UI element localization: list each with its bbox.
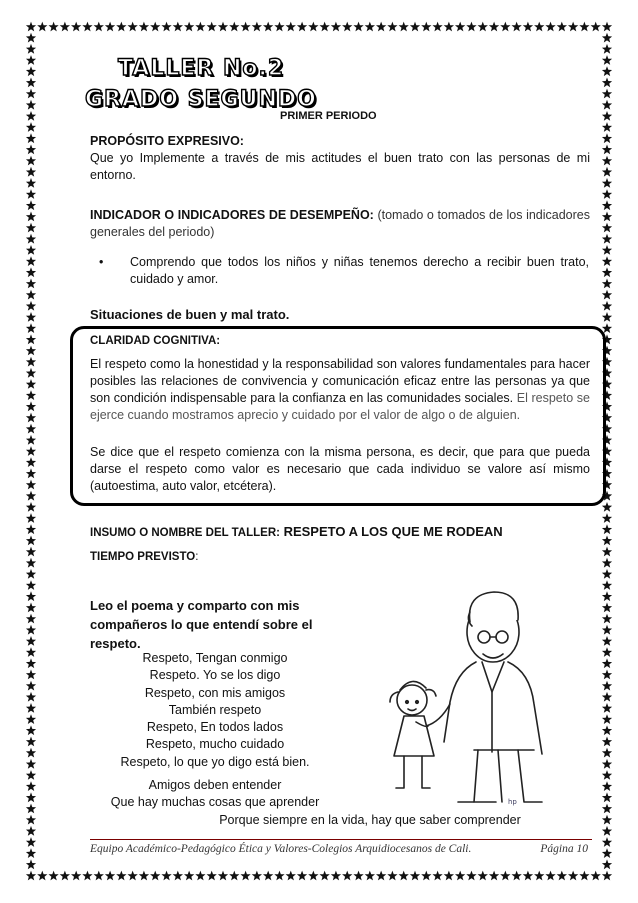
poem-intro: Leo el poema y comparto con mis compañeros lo que entendí sobre el respeto. <box>90 598 313 651</box>
proposito-heading: PROPÓSITO EXPRESIVO: <box>90 134 244 148</box>
poem-stanza-1 <box>100 650 330 771</box>
period-label: PRIMER PERIODO <box>280 110 377 122</box>
claridad-p1-gray: El respeto se ejerce cuando mostramos aprecio y cuidado por el valor de algo o de alguien. <box>90 391 590 422</box>
proposito-text: Que yo Implemente a través de mis actitudes el buen trato con las personas de mi entorno. <box>90 151 590 182</box>
footer-left: Equipo Académico-Pedagógico Ética y Valores-Colegios Arquidiocesanos de Cali. <box>90 843 472 855</box>
situaciones-heading: Situaciones de buen y mal trato. <box>90 307 290 322</box>
bullet-text: Comprendo que todos los niños y niñas tenemos derecho a recibir buen trato, cuidado y amor. <box>130 255 589 286</box>
poem-line: Respeto, mucho cuidado <box>145 737 285 752</box>
poem-line: Respeto. Yo se los digo <box>149 668 281 683</box>
claridad-p1: El respeto como la honestidad y la responsabilidad son valores fundamentales para hacer posibles las relaciones de convivencia y comunicación eficaz entre las personas ya que son condición indispensable para la confianza en las comunidades sociales. <box>90 357 590 405</box>
poem-line: Que hay muchas cosas que aprender <box>110 795 320 810</box>
indicador-bullet-item <box>99 254 589 288</box>
insumo-line <box>90 523 503 541</box>
footer <box>90 839 592 855</box>
insumo-value: RESPETO A LOS QUE ME RODEAN <box>279 524 503 539</box>
title-line-1: TALLER No.2 <box>118 56 285 81</box>
poem-line: Respeto, lo que yo digo está bien. <box>120 754 310 769</box>
tiempo-line <box>90 551 198 563</box>
poem-line: Respeto, En todos lados <box>146 720 284 735</box>
indicador-heading: INDICADOR O INDICADORES DE DESEMPEÑO: <box>90 208 374 222</box>
poem-stanza-2 <box>100 777 330 812</box>
footer-page-number: Página 10 <box>540 843 588 855</box>
poem-line: También respeto <box>168 702 262 717</box>
claridad-p2: Se dice que el respeto comienza con la misma persona, es decir, que para que pueda darse el respeto como valor es necesario que cada individuo se valore así mismo (autoestima, auto valor, etcétera). <box>90 445 590 493</box>
indicador-block <box>90 207 590 241</box>
indicador-note: (tomado o tomados de los indicadores generales del periodo) <box>90 208 590 239</box>
insumo-label: INSUMO O NOMBRE DEL TALLER: <box>90 527 280 539</box>
poem-line: Respeto, con mis amigos <box>144 685 286 700</box>
tiempo-label: TIEMPO PREVISTO <box>90 551 196 563</box>
claridad-heading: CLARIDAD COGNITIVA: <box>90 335 221 347</box>
poem-line: Respeto, Tengan conmigo <box>142 651 288 665</box>
bullet-icon: • <box>99 255 104 269</box>
grandfather-girl-illustration <box>378 582 550 814</box>
title-line-2: GRADO SEGUNDO <box>85 87 317 112</box>
poem-line: Amigos deben entender <box>148 778 282 792</box>
claridad-paragraph-1 <box>90 356 590 424</box>
hp-logo: hp <box>508 798 517 806</box>
poem-last-line: Porque siempre en la vida, hay que saber comprender <box>219 813 521 827</box>
tiempo-colon: : <box>195 551 199 563</box>
